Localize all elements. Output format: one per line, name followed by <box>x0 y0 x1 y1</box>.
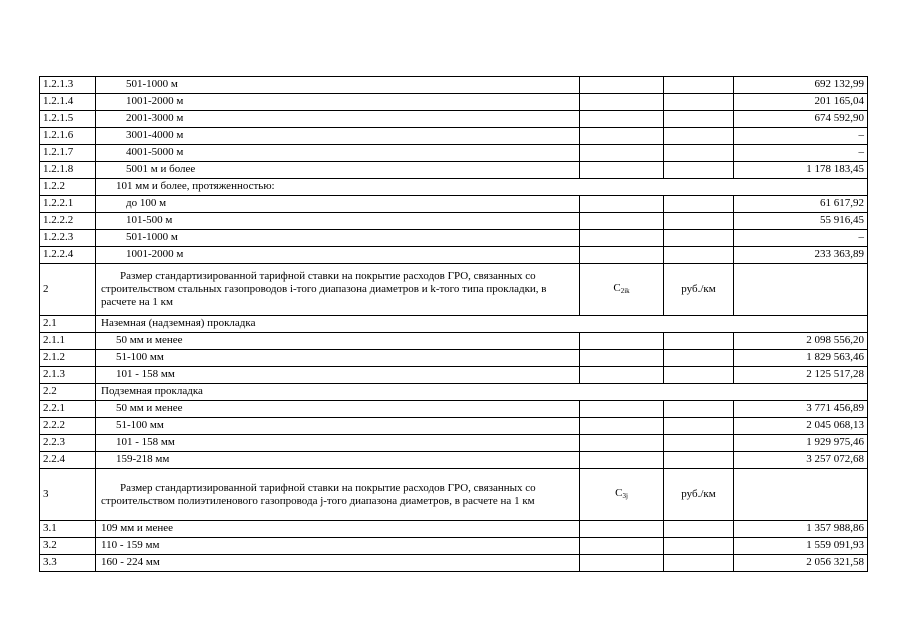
row-number: 2.2.4 <box>40 452 96 469</box>
row-number: 2.2 <box>40 384 96 401</box>
row-value: – <box>734 230 868 247</box>
table-row <box>40 128 868 145</box>
row-symbol <box>580 162 664 179</box>
section-title: Подземная прокладка <box>96 384 868 401</box>
table-row <box>40 213 868 230</box>
row-unit <box>664 350 734 367</box>
row-number: 2.2.2 <box>40 418 96 435</box>
row-name: 501-1000 м <box>96 230 580 247</box>
row-value: 1 829 563,46 <box>734 350 868 367</box>
row-description: Размер стандартизированной тарифной ставки на покрытие расходов ГРО, связанных со строительством полиэтиленового газопровода j-того диапазона диаметров, в расчете на 1 км <box>96 469 580 521</box>
row-name: 101-500 м <box>96 213 580 230</box>
row-unit <box>664 435 734 452</box>
row-name: 1001-2000 м <box>96 94 580 111</box>
table-heading-row <box>40 469 868 521</box>
row-value: 2 125 517,28 <box>734 367 868 384</box>
row-symbol <box>580 94 664 111</box>
symbol-base: C <box>613 281 621 294</box>
table-section-row <box>40 316 868 333</box>
row-name: 4001-5000 м <box>96 145 580 162</box>
row-symbol <box>580 213 664 230</box>
row-value <box>734 469 868 521</box>
row-number: 1.2.1.7 <box>40 145 96 162</box>
row-number: 1.2.2.3 <box>40 230 96 247</box>
row-description: Размер стандартизированной тарифной ставки на покрытие расходов ГРО, связанных со строительством стальных газопроводов i-того диапазона диаметров и k-того типа прокладки, в расчете на 1 км <box>96 264 580 316</box>
row-unit <box>664 213 734 230</box>
row-name: 109 мм и менее <box>96 521 580 538</box>
row-value: 3 257 072,68 <box>734 452 868 469</box>
row-name: 51-100 мм <box>96 418 580 435</box>
row-name: 50 мм и менее <box>96 333 580 350</box>
row-number: 2.2.3 <box>40 435 96 452</box>
row-name: 159-218 мм <box>96 452 580 469</box>
row-name: 110 - 159 мм <box>96 538 580 555</box>
table-row <box>40 247 868 264</box>
row-unit <box>664 77 734 94</box>
row-value: 692 132,99 <box>734 77 868 94</box>
section-title: 101 мм и более, протяженностью: <box>96 179 868 196</box>
row-unit <box>664 247 734 264</box>
row-number: 1.2.2.4 <box>40 247 96 264</box>
table-section-row <box>40 179 868 196</box>
row-value: 2 098 556,20 <box>734 333 868 350</box>
row-name: 3001-4000 м <box>96 128 580 145</box>
row-name: 2001-3000 м <box>96 111 580 128</box>
rate-symbol <box>580 469 664 521</box>
symbol-base: C <box>615 486 623 499</box>
row-name: 160 - 224 мм <box>96 555 580 572</box>
row-symbol <box>580 401 664 418</box>
row-unit <box>664 162 734 179</box>
row-symbol <box>580 418 664 435</box>
row-name: 101 - 158 мм <box>96 367 580 384</box>
row-value: 2 056 321,58 <box>734 555 868 572</box>
symbol-subscript: 3j <box>622 491 628 500</box>
row-symbol <box>580 521 664 538</box>
row-unit <box>664 521 734 538</box>
row-value: 674 592,90 <box>734 111 868 128</box>
row-number: 1.2.1.5 <box>40 111 96 128</box>
row-symbol <box>580 128 664 145</box>
row-number: 2.1.2 <box>40 350 96 367</box>
row-symbol <box>580 333 664 350</box>
row-symbol <box>580 196 664 213</box>
row-name: 51-100 мм <box>96 350 580 367</box>
row-value: – <box>734 128 868 145</box>
row-symbol <box>580 77 664 94</box>
row-unit <box>664 111 734 128</box>
row-value <box>734 264 868 316</box>
row-name: до 100 м <box>96 196 580 213</box>
row-number: 1.2.1.8 <box>40 162 96 179</box>
table-row <box>40 521 868 538</box>
row-number: 3.2 <box>40 538 96 555</box>
row-value: 55 916,45 <box>734 213 868 230</box>
table-row <box>40 196 868 213</box>
row-value: 61 617,92 <box>734 196 868 213</box>
row-unit <box>664 418 734 435</box>
row-name: 501-1000 м <box>96 77 580 94</box>
row-value: 3 771 456,89 <box>734 401 868 418</box>
table-row <box>40 333 868 350</box>
row-number: 2.1.1 <box>40 333 96 350</box>
row-value: 233 363,89 <box>734 247 868 264</box>
table-row <box>40 162 868 179</box>
row-symbol <box>580 367 664 384</box>
row-name: 5001 м и более <box>96 162 580 179</box>
row-unit <box>664 367 734 384</box>
row-value: 1 929 975,46 <box>734 435 868 452</box>
row-value: 1 357 988,86 <box>734 521 868 538</box>
row-symbol <box>580 247 664 264</box>
row-unit <box>664 230 734 247</box>
row-unit <box>664 452 734 469</box>
row-symbol <box>580 145 664 162</box>
row-symbol <box>580 230 664 247</box>
row-unit <box>664 196 734 213</box>
row-number: 3.1 <box>40 521 96 538</box>
row-number: 1.2.1.6 <box>40 128 96 145</box>
row-value: 1 178 183,45 <box>734 162 868 179</box>
row-number: 1.2.2.1 <box>40 196 96 213</box>
row-value: – <box>734 145 868 162</box>
row-name: 101 - 158 мм <box>96 435 580 452</box>
symbol-subscript: 2ik <box>620 286 630 295</box>
row-value: 201 165,04 <box>734 94 868 111</box>
row-symbol <box>580 111 664 128</box>
row-number: 2.1 <box>40 316 96 333</box>
row-number: 2.1.3 <box>40 367 96 384</box>
table-row <box>40 435 868 452</box>
row-symbol <box>580 350 664 367</box>
row-number: 1.2.2 <box>40 179 96 196</box>
rate-symbol <box>580 264 664 316</box>
tariff-table <box>39 76 868 572</box>
table-heading-row <box>40 264 868 316</box>
table-row <box>40 94 868 111</box>
row-unit <box>664 145 734 162</box>
row-number: 1.2.1.4 <box>40 94 96 111</box>
table-row <box>40 230 868 247</box>
row-value: 1 559 091,93 <box>734 538 868 555</box>
table-row <box>40 350 868 367</box>
row-name: 1001-2000 м <box>96 247 580 264</box>
row-symbol <box>580 435 664 452</box>
row-unit <box>664 538 734 555</box>
table-row <box>40 418 868 435</box>
table-row <box>40 538 868 555</box>
row-number: 3.3 <box>40 555 96 572</box>
row-number: 2 <box>40 264 96 316</box>
row-symbol <box>580 555 664 572</box>
row-number: 2.2.1 <box>40 401 96 418</box>
row-number: 3 <box>40 469 96 521</box>
table-row <box>40 367 868 384</box>
row-unit <box>664 333 734 350</box>
row-value: 2 045 068,13 <box>734 418 868 435</box>
row-unit: руб./км <box>664 469 734 521</box>
table-row <box>40 145 868 162</box>
row-symbol <box>580 538 664 555</box>
row-unit <box>664 401 734 418</box>
row-name: 50 мм и менее <box>96 401 580 418</box>
row-unit <box>664 555 734 572</box>
table-row <box>40 555 868 572</box>
row-unit <box>664 94 734 111</box>
table-row <box>40 77 868 94</box>
row-unit: руб./км <box>664 264 734 316</box>
row-unit <box>664 128 734 145</box>
table-row <box>40 401 868 418</box>
row-number: 1.2.2.2 <box>40 213 96 230</box>
table-row <box>40 452 868 469</box>
row-symbol <box>580 452 664 469</box>
row-number: 1.2.1.3 <box>40 77 96 94</box>
section-title: Наземная (надземная) прокладка <box>96 316 868 333</box>
table-section-row <box>40 384 868 401</box>
table-row <box>40 111 868 128</box>
